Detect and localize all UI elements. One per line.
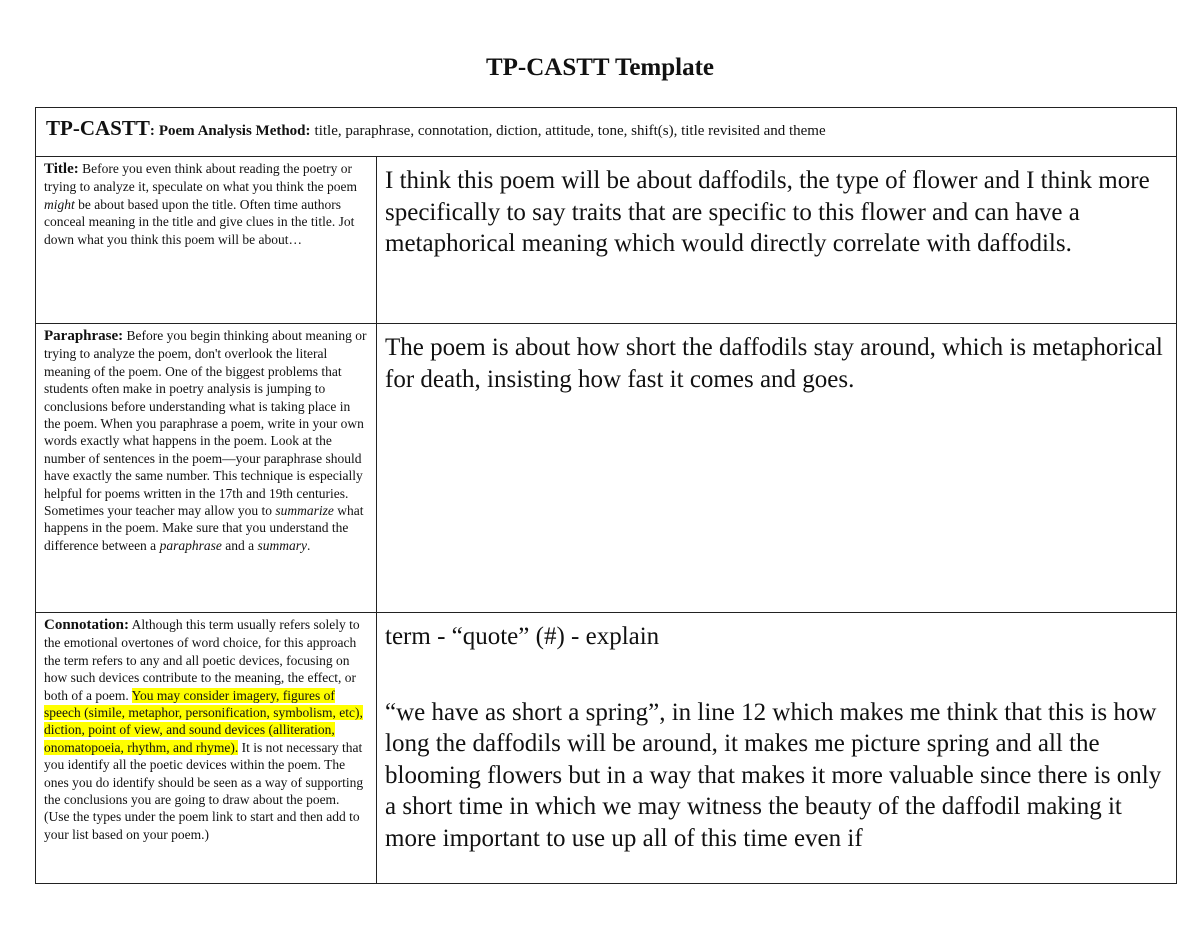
paraphrase-instructions bbox=[36, 324, 377, 613]
connotation-instr-a: Although this term usually refers solely to the emotional overtones of word choice, for this approach the term refers to any and all poetic devices, focusing on how such devices contribute to the meaning, the effect, or both of a poem. bbox=[44, 617, 360, 703]
page-title: TP-CASTT Template bbox=[485, 54, 715, 81]
header-colon: : bbox=[149, 123, 155, 139]
paraphrase-instr-d: . bbox=[306, 537, 311, 553]
paraphrase-response-cell[interactable] bbox=[377, 324, 1177, 613]
connotation-response: “we have as short a spring”, in line 12 which makes me think that this is how long the daffodils will be around, it makes me picture spring and all the blooming flowers but in a way that makes it more valuable since there is only a short time in which we may witness the beauty of the daffodil making it more important to use up all of this time even if bbox=[385, 698, 1162, 852]
connotation-heading: Connotation: bbox=[44, 617, 130, 633]
spacer bbox=[385, 653, 1168, 697]
title-instr-b: be about based upon the title. Often time authors conceal meaning in the title and give clues in the title. Jot down what you think this poem will be about… bbox=[44, 196, 355, 247]
header-method-list: title, paraphrase, connotation, diction, attitude, tone, shift(s), title revisited and theme bbox=[314, 123, 826, 139]
connotation-highlight: You may consider imagery, figures of speech (simile, metaphor, personification, symbolism, etc), diction, point of view, and sound devices (alliteration, onomatopoeia, rhythm, and rhyme). bbox=[44, 687, 363, 755]
connotation-format: term - “quote” (#) - explain bbox=[385, 623, 660, 650]
header-acronym: TP-CASTT bbox=[46, 116, 150, 140]
paraphrase-instr-em1: summarize bbox=[275, 503, 334, 519]
table-header-row bbox=[36, 108, 1177, 157]
connotation-response-cell[interactable] bbox=[377, 613, 1177, 884]
title-response: I think this poem will be about daffodils, the type of flower and I think more specifically to say traits that are specific to this flower and can have a metaphorical meaning which would directly correlate with daffodils. bbox=[385, 167, 1150, 257]
header-method-label: Poem Analysis Method: bbox=[158, 123, 311, 139]
title-heading: Title: bbox=[44, 161, 79, 177]
table-row-connotation bbox=[36, 613, 1177, 884]
title-response-cell[interactable] bbox=[377, 157, 1177, 324]
title-instructions bbox=[36, 157, 377, 324]
paraphrase-instr-em2: paraphrase bbox=[159, 537, 222, 553]
table-header-cell bbox=[36, 108, 1177, 157]
title-instr-a: Before you even think about reading the poetry or trying to analyze it, speculate on what you think the poem bbox=[44, 161, 358, 195]
connotation-instructions bbox=[36, 613, 377, 884]
table-row-paraphrase bbox=[36, 324, 1177, 613]
paraphrase-instr-em3: summary bbox=[257, 537, 307, 553]
table-row-title bbox=[36, 157, 1177, 324]
paraphrase-instr-b: what happens in the poem. Make sure that you understand the difference between a bbox=[44, 503, 364, 553]
paraphrase-response: The poem is about how short the daffodils stay around, which is metaphorical for death, insisting how fast it comes and goes. bbox=[385, 334, 1163, 393]
paraphrase-instr-a: Before you begin thinking about meaning or trying to analyze the poem, don't overlook the literal meaning of the poem. One of the biggest problems that students often make in poetry analysis is jumping to conclusions before understanding what is taking place in the poem. When you paraphrase a poem, write in your own words exactly what happens in the poem. Look at the number of sentences in the poem—your paraphrase should have exactly the same number. This technique is especially helpful for poems written in the 17th and 19th centuries. Sometimes your teacher may allow you to bbox=[44, 328, 367, 519]
tpcastt-table bbox=[35, 107, 1177, 884]
title-instr-em: might bbox=[44, 196, 75, 212]
connotation-note: (Use the types under the poem link to start and then add to your list based on your poem.) bbox=[44, 809, 360, 842]
paraphrase-instr-c: and a bbox=[221, 537, 258, 553]
paraphrase-heading: Paraphrase: bbox=[44, 328, 124, 344]
connotation-instr-b: It is not necessary that you identify all the poetic devices within the poem. The ones you do identify should be seen as a way of supporting the conclusions you are going to draw about the poem. bbox=[44, 739, 364, 808]
